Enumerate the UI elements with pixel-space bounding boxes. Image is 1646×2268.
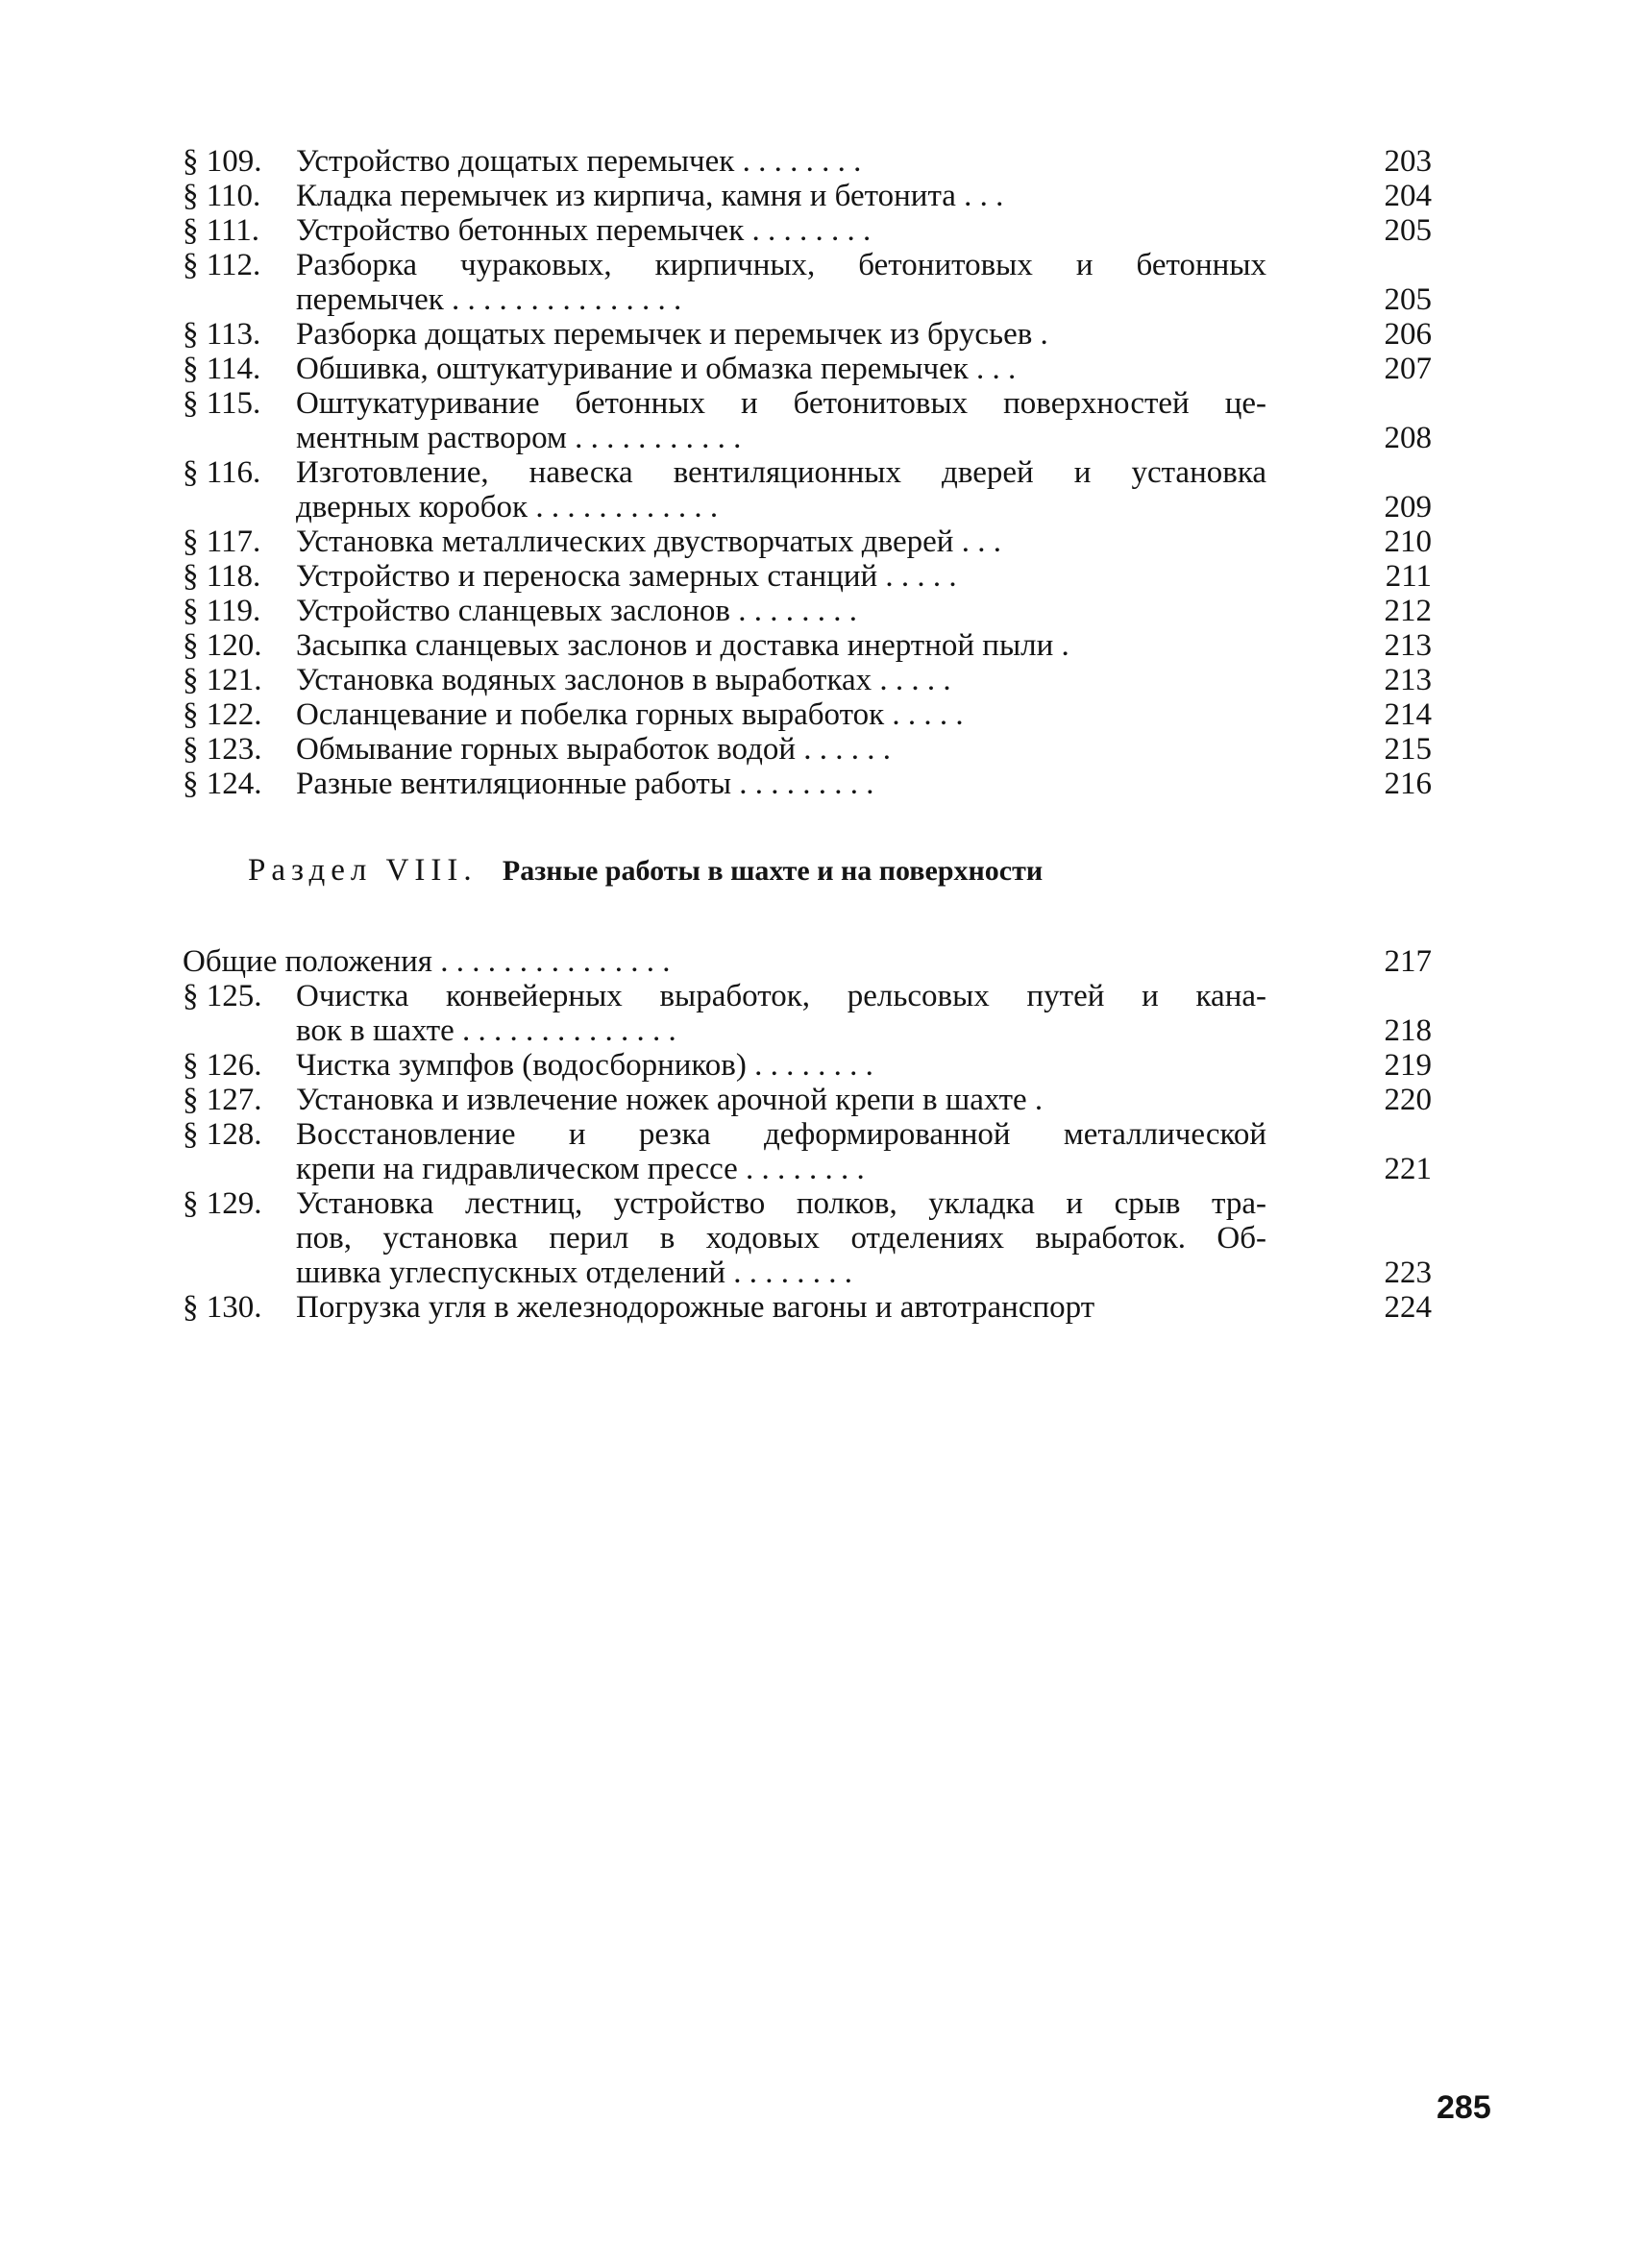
toc-entry-title <box>296 663 1266 697</box>
toc-entry-number: § 123. <box>183 732 262 767</box>
toc-entry-number: § 114. <box>183 352 261 386</box>
toc-entry <box>183 697 1461 732</box>
toc-entry <box>183 213 1461 248</box>
toc-entry <box>183 1083 1461 1117</box>
toc-entry-page: 218 <box>1384 1013 1432 1048</box>
toc-entry-title <box>296 979 1266 1048</box>
toc-entry-line: шивка углеспускных отделений . . . . . . . . <box>296 1256 853 1290</box>
toc-entry-number: § 128. <box>183 1117 262 1152</box>
toc-entry-line: Устройство дощатых перемычек . . . . . . . . <box>296 144 862 179</box>
toc-entry-title <box>296 1048 1266 1083</box>
toc-entry-line: Установка водяных заслонов в выработках . . . . . <box>296 663 951 697</box>
toc-entry-line: Устройство и переноска замерных станций . . . . . <box>296 559 957 594</box>
toc-entry <box>183 179 1461 213</box>
toc-entry-page: 217 <box>1384 944 1432 979</box>
section-label: Раздел VIII. <box>248 853 478 888</box>
toc-entry-number: § 111. <box>183 213 260 248</box>
toc-entry-line: пов, установка перил в ходовых отделениях выработок. Об- <box>296 1221 1266 1256</box>
toc-entry-page: 205 <box>1384 213 1432 248</box>
toc-entry <box>183 144 1461 179</box>
toc-entry-page: 221 <box>1384 1152 1432 1186</box>
toc-entry-line: Разборка чураковых, кирпичных, бетонитовых и бетонных <box>296 248 1266 282</box>
toc-entry-title <box>296 1117 1266 1186</box>
toc-entry-page: 213 <box>1384 628 1432 663</box>
toc-entry-line: Кладка перемычек из кирпича, камня и бетонита . . . <box>296 179 1004 213</box>
toc-entry <box>183 248 1461 317</box>
toc-entry-line: Чистка зумпфов (водосборников) . . . . . . . . <box>296 1048 873 1083</box>
toc-entry-line: крепи на гидравлическом прессе . . . . . . . . <box>296 1152 865 1186</box>
toc-entry-line: Разные вентиляционные работы . . . . . . . . . <box>296 767 874 801</box>
toc-entry-number: § 119. <box>183 594 261 628</box>
toc-entry-title <box>296 386 1266 455</box>
page-number: 285 <box>1437 2089 1491 2126</box>
toc-entry <box>183 1117 1461 1186</box>
toc-entry-line: Оштукатуривание бетонных и бетонитовых поверхностей це- <box>296 386 1266 421</box>
toc-entry-page: 212 <box>1384 594 1432 628</box>
toc-entry-page: 204 <box>1384 179 1432 213</box>
toc-entry-page: 207 <box>1384 352 1432 386</box>
toc-entry-page: 219 <box>1384 1048 1432 1083</box>
toc-entry <box>183 979 1461 1048</box>
toc-entry-line: Общие положения . . . . . . . . . . . . . . . <box>183 944 671 979</box>
toc-entry-title <box>296 594 1266 628</box>
toc-entry-page: 215 <box>1384 732 1432 767</box>
toc-entry-page: 208 <box>1384 421 1432 455</box>
toc-entry-line: Разборка дощатых перемычек и перемычек из брусьев . <box>296 317 1048 352</box>
toc-entry <box>183 559 1461 594</box>
section-name: Разные работы в шахте и на поверхности <box>502 855 1044 887</box>
toc-entry-line: Установка и извлечение ножек арочной крепи в шахте . <box>296 1083 1044 1117</box>
toc-entry-title <box>296 1083 1266 1117</box>
toc-entry-title <box>296 1186 1266 1290</box>
toc-entry-page: 223 <box>1384 1256 1432 1290</box>
toc-entry-page: 210 <box>1384 524 1432 559</box>
toc-entry-page: 205 <box>1384 282 1432 317</box>
toc-entry-title <box>296 732 1266 767</box>
toc-entry-page: 220 <box>1384 1083 1432 1117</box>
toc-entry-page: 211 <box>1385 559 1432 594</box>
toc-entry-title <box>296 767 1266 801</box>
toc-entry-line: Изготовление, навеска вентиляционных дверей и установка <box>296 455 1266 490</box>
toc-entry-title <box>296 524 1266 559</box>
toc-entry-line: Устройство сланцевых заслонов . . . . . . . . <box>296 594 857 628</box>
toc-entry-title <box>296 628 1266 663</box>
toc-part-1 <box>183 144 1461 801</box>
toc-entry-line: дверных коробок . . . . . . . . . . . . <box>296 490 719 524</box>
toc-entry <box>183 767 1461 801</box>
toc-entry-line: Восстановление и резка деформированной металлической <box>296 1117 1266 1152</box>
toc-entry-number: § 112. <box>183 248 261 282</box>
toc-entry-number: § 117. <box>183 524 261 559</box>
toc-entry-line: Установка металлических двустворчатых дверей . . . <box>296 524 1001 559</box>
toc-entry-line: Устройство бетонных перемычек . . . . . . . . <box>296 213 872 248</box>
toc-entry-number: § 113. <box>183 317 261 352</box>
toc-entry <box>183 594 1461 628</box>
toc-entry <box>183 732 1461 767</box>
toc-entry-number: § 110. <box>183 179 261 213</box>
toc-entry-number: § 125. <box>183 979 262 1013</box>
toc-entry-title <box>296 352 1266 386</box>
toc-entry-number: § 121. <box>183 663 262 697</box>
toc-entry <box>183 628 1461 663</box>
toc-entry-line: Установка лестниц, устройство полков, укладка и срыв тра- <box>296 1186 1266 1221</box>
toc-entry-number: § 120. <box>183 628 262 663</box>
toc-entry-number: § 118. <box>183 559 261 594</box>
section-heading <box>248 851 1461 890</box>
toc-entry-title <box>183 944 1266 979</box>
toc-entry-title <box>296 559 1266 594</box>
toc-entry-line: Обшивка, оштукатуривание и обмазка перемычек . . . <box>296 352 1017 386</box>
toc-entry <box>183 1186 1461 1290</box>
toc-entry <box>183 524 1461 559</box>
toc-entry-title <box>296 213 1266 248</box>
toc-entry <box>183 386 1461 455</box>
toc-entry-title <box>296 248 1266 317</box>
toc-entry-line: Осланцевание и побелка горных выработок . . . . . <box>296 697 964 732</box>
toc-entry-number: § 127. <box>183 1083 262 1117</box>
toc-entry-number: § 129. <box>183 1186 262 1221</box>
toc-entry-page: 203 <box>1384 144 1432 179</box>
toc-entry <box>183 1048 1461 1083</box>
toc-entry-line: Обмывание горных выработок водой . . . . . . <box>296 732 892 767</box>
toc-entry <box>183 352 1461 386</box>
toc-entry-number: § 130. <box>183 1290 262 1325</box>
toc-entry-line: перемычек . . . . . . . . . . . . . . . <box>296 282 682 317</box>
toc-entry-page: 213 <box>1384 663 1432 697</box>
toc-entry-page: 216 <box>1384 767 1432 801</box>
toc-entry-number: § 126. <box>183 1048 262 1083</box>
toc-entry-title <box>296 1290 1266 1325</box>
toc-entry-title <box>296 317 1266 352</box>
toc-entry-line: Погрузка угля в железнодорожные вагоны и автотранспорт <box>296 1290 1095 1325</box>
toc-entry-title <box>296 455 1266 524</box>
toc-entry-line: Очистка конвейерных выработок, рельсовых путей и кана- <box>296 979 1266 1013</box>
toc-entry-number: § 116. <box>183 455 261 490</box>
toc-entry-title <box>296 179 1266 213</box>
toc-entry <box>183 317 1461 352</box>
toc-entry-page: 209 <box>1384 490 1432 524</box>
toc-entry-number: § 109. <box>183 144 262 179</box>
toc-entry <box>183 1290 1461 1325</box>
toc-entry-title <box>296 697 1266 732</box>
toc-entry-page: 206 <box>1384 317 1432 352</box>
toc-entry-page: 214 <box>1384 697 1432 732</box>
toc-entry-number: § 122. <box>183 697 262 732</box>
toc-entry <box>183 663 1461 697</box>
toc-entry-general <box>183 944 1461 979</box>
toc-entry <box>183 455 1461 524</box>
toc-entry-number: § 124. <box>183 767 262 801</box>
toc-part-2 <box>183 979 1461 1325</box>
toc-entry-page: 224 <box>1384 1290 1432 1325</box>
toc-entry-line: ментным раствором . . . . . . . . . . . <box>296 421 742 455</box>
toc-entry-line: Засыпка сланцевых заслонов и доставка инертной пыли . <box>296 628 1069 663</box>
toc-entry-title <box>296 144 1266 179</box>
table-of-contents <box>183 144 1461 1325</box>
toc-entry-line: вок в шахте . . . . . . . . . . . . . . <box>296 1013 676 1048</box>
toc-entry-number: § 115. <box>183 386 261 421</box>
